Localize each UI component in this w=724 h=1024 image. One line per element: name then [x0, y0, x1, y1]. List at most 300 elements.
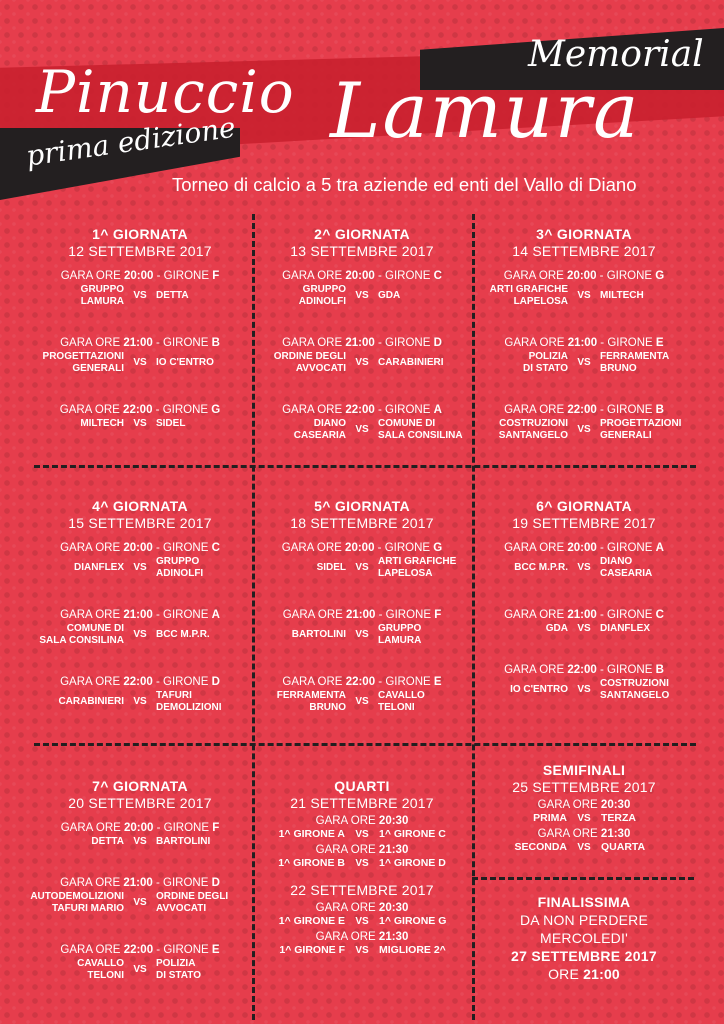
match-time-line: GARA ORE 20:00 - GIRONE C	[282, 270, 442, 282]
away-team-line: POLIZIA	[155, 958, 196, 969]
match-time: 21:00	[345, 337, 375, 349]
round-date: 15 SETTEMBRE 2017	[68, 515, 212, 531]
match-time-line: GARA ORE 20:00 - GIRONE F	[60, 822, 220, 834]
match-teams	[30, 351, 250, 375]
finalissima-title: FINALISSIMA	[537, 894, 631, 910]
match-teams	[252, 418, 472, 442]
away-team	[156, 629, 250, 641]
girone-label: GIRONE	[385, 609, 432, 621]
home-team	[30, 418, 124, 430]
match	[30, 269, 250, 308]
away-team: 1^ GIRONE G	[379, 915, 447, 927]
away-team	[156, 891, 250, 915]
home-team	[474, 351, 568, 375]
divider-horizontal-2	[34, 743, 696, 746]
match	[474, 608, 694, 635]
knockout-match	[252, 814, 472, 841]
knockout-match	[474, 798, 694, 825]
match-time: 20:30	[600, 799, 631, 811]
away-team	[600, 556, 694, 580]
match	[252, 675, 472, 714]
away-team-line: LAPELOSA	[377, 568, 433, 579]
away-team	[156, 836, 250, 848]
home-team-line: BRUNO	[309, 702, 347, 713]
match	[30, 821, 250, 848]
gara-label: GARA ORE	[537, 799, 598, 811]
vs-label: VS	[133, 836, 147, 847]
vs-label: VS	[355, 562, 369, 573]
gara-label: GARA ORE	[282, 676, 343, 688]
divider-horizontal-3	[472, 877, 694, 880]
away-team-line: LAMURA	[377, 635, 422, 646]
match-teams	[252, 284, 472, 308]
home-team	[474, 284, 568, 308]
match-group: C	[211, 542, 220, 554]
gara-label: GARA ORE	[315, 902, 376, 914]
home-team-line: BCC M.P.R.	[514, 562, 569, 573]
round-1	[30, 226, 250, 430]
home-team	[30, 623, 124, 647]
match-group: D	[211, 676, 220, 688]
divider-horizontal-1	[34, 465, 696, 468]
away-team	[378, 556, 472, 580]
match-time-line: GARA ORE 21:00 - GIRONE D	[282, 337, 442, 349]
away-team	[156, 290, 250, 302]
match-time: 21:00	[567, 609, 597, 621]
gara-label: GARA ORE	[60, 270, 121, 282]
match-teams	[252, 828, 472, 841]
away-team-line: GDA	[377, 290, 401, 301]
match-time: 21:00	[346, 609, 376, 621]
away-team-line: DEMOLIZIONI	[155, 702, 222, 713]
match-time: 21:30	[378, 931, 409, 943]
round-title: 1^ GIORNATA	[92, 226, 188, 242]
match	[30, 675, 250, 714]
away-team-line: SIDEL	[155, 418, 186, 429]
match-group: B	[655, 664, 664, 676]
girone-label: GIRONE	[163, 337, 209, 349]
match-group: E	[433, 676, 442, 688]
home-team-line: POLIZIA	[528, 351, 569, 362]
match-time-line	[252, 814, 472, 828]
match	[30, 336, 250, 375]
vs-label: VS	[133, 897, 147, 908]
vs-label: VS	[133, 290, 147, 301]
home-team-line: GENERALI	[72, 363, 125, 374]
match-time: 20:00	[124, 822, 154, 834]
away-team-line: AVVOCATI	[155, 903, 207, 914]
home-team-line: ADINOLFI	[298, 296, 347, 307]
match-time-line: GARA ORE 22:00 - GIRONE A	[282, 404, 442, 416]
home-team-line: CARABINIERI	[58, 696, 125, 707]
match-group: G	[211, 404, 221, 416]
girone-label: GIRONE	[384, 542, 431, 554]
match-time: 21:30	[600, 828, 631, 840]
gara-label: GARA ORE	[60, 609, 121, 621]
match-teams	[252, 915, 472, 928]
match-time-line: GARA ORE 22:00 - GIRONE E	[60, 944, 220, 956]
match-time-line: GARA ORE 20:00 - GIRONE C	[60, 542, 220, 554]
away-team	[378, 623, 472, 647]
round-5	[252, 498, 472, 714]
match-time-line: GARA ORE 21:00 - GIRONE C	[504, 609, 664, 621]
match	[474, 663, 694, 702]
away-team: 1^ GIRONE D	[379, 857, 446, 869]
match	[252, 269, 472, 308]
gara-label: GARA ORE	[60, 877, 121, 889]
round-7	[30, 778, 250, 982]
home-team-line: GDA	[545, 623, 569, 634]
edition-label: prima edizione	[24, 110, 238, 173]
gara-label: GARA ORE	[504, 404, 565, 416]
girone-label: GIRONE	[163, 944, 209, 956]
home-team-line: SALA CONSILINA	[39, 635, 125, 646]
away-team	[378, 357, 472, 369]
home-team	[30, 696, 124, 708]
match-teams	[252, 351, 472, 375]
finalissima-line1: DA NON PERDERE	[519, 912, 649, 928]
match-time: 20:30	[378, 902, 409, 914]
home-team	[30, 351, 124, 375]
round-2	[252, 226, 472, 442]
away-team-line: SANTANGELO	[599, 690, 670, 701]
match	[30, 541, 250, 580]
away-team-line: DETTA	[155, 290, 189, 301]
away-team	[378, 290, 472, 302]
vs-label: VS	[355, 424, 369, 435]
away-team-line: COSTRUZIONI	[599, 678, 669, 689]
away-team	[156, 418, 250, 430]
vs-label: VS	[577, 684, 591, 695]
away-team-line: DI STATO	[155, 970, 201, 981]
home-team-line: SIDEL	[316, 562, 347, 573]
match-group: B	[211, 337, 220, 349]
match-teams	[474, 351, 694, 375]
match-time: 22:00	[345, 404, 375, 416]
match-group: D	[433, 337, 442, 349]
match-teams	[474, 556, 694, 580]
gara-label: GARA ORE	[60, 542, 121, 554]
match-time: 22:00	[567, 664, 597, 676]
home-team: 1^ GIRONE A	[278, 828, 345, 840]
match-time-line: GARA ORE 20:00 - GIRONE F	[60, 270, 220, 282]
round-title: 6^ GIORNATA	[536, 498, 632, 514]
gara-label: GARA ORE	[504, 542, 565, 554]
vs-label: VS	[577, 424, 591, 435]
semifinali-date: 25 SETTEMBRE 2017	[512, 779, 656, 795]
away-team-line: ARTI GRAFICHE	[377, 556, 457, 567]
away-team-line: COMUNE DI	[377, 418, 436, 429]
vs-label: VS	[355, 290, 369, 301]
home-team: SECONDA	[514, 841, 567, 853]
girone-label: GIRONE	[163, 877, 209, 889]
match-teams	[252, 857, 472, 870]
away-team-line: DIANO	[599, 556, 633, 567]
finalissima-time	[474, 965, 694, 983]
vs-label: VS	[577, 842, 591, 853]
match-time: 20:00	[345, 270, 375, 282]
match-time-line: GARA ORE 22:00 - GIRONE B	[504, 664, 664, 676]
semifinali-title: SEMIFINALI	[542, 762, 626, 778]
match-time-line: GARA ORE 20:00 - GIRONE G	[281, 542, 443, 554]
vs-label: VS	[577, 357, 591, 368]
match-time-line	[252, 901, 472, 915]
match-time-line	[474, 827, 694, 841]
match-time: 20:00	[345, 542, 375, 554]
away-team-line: BARTOLINI	[155, 836, 211, 847]
finalissima-section	[474, 894, 694, 983]
match-group: F	[212, 270, 220, 282]
match-teams	[474, 284, 694, 308]
match-time: 21:00	[123, 609, 153, 621]
match-time-line: GARA ORE 22:00 - GIRONE B	[504, 404, 664, 416]
home-team: 1^ GIRONE F	[279, 944, 345, 956]
match-group: F	[434, 609, 442, 621]
away-team: TERZA	[601, 812, 636, 824]
match-time-line: GARA ORE 20:00 - GIRONE A	[504, 542, 664, 554]
home-team-line: DIANFLEX	[74, 562, 125, 573]
away-team-line: DIANFLEX	[599, 623, 650, 634]
match-group: A	[211, 609, 220, 621]
home-team-line: MILTECH	[80, 418, 125, 429]
away-team	[378, 418, 472, 442]
home-team	[252, 562, 346, 574]
match-teams	[252, 944, 472, 957]
round-title: 5^ GIORNATA	[314, 498, 410, 514]
match-time: 21:00	[123, 877, 153, 889]
match-group: F	[212, 822, 220, 834]
match-teams	[30, 690, 250, 714]
home-team-line: TAFURI MARIO	[51, 903, 125, 914]
round-title: 2^ GIORNATA	[314, 226, 410, 242]
home-team	[252, 284, 346, 308]
home-team-line: COSTRUZIONI	[499, 418, 569, 429]
home-team-line: ORDINE DEGLI	[273, 351, 347, 362]
match	[252, 541, 472, 580]
match-time-line: GARA ORE 21:00 - GIRONE F	[282, 609, 442, 621]
match-group: B	[655, 404, 664, 416]
home-team-line: BARTOLINI	[291, 629, 347, 640]
round-date: 12 SETTEMBRE 2017	[68, 243, 212, 259]
away-team-line: ADINOLFI	[155, 568, 204, 579]
match-time: 20:00	[123, 542, 153, 554]
round-title: 4^ GIORNATA	[92, 498, 188, 514]
match-teams	[30, 556, 250, 580]
gara-label: GARA ORE	[503, 270, 564, 282]
gara-label: GARA ORE	[315, 931, 376, 943]
match-time: 20:30	[378, 815, 409, 827]
match-group: E	[211, 944, 220, 956]
round-4	[30, 498, 250, 714]
home-team-line: CASEARIA	[293, 430, 347, 441]
gara-label: GARA ORE	[282, 404, 343, 416]
girone-label: GIRONE	[163, 542, 209, 554]
match-time-line: GARA ORE 21:00 - GIRONE A	[60, 609, 220, 621]
gara-label: GARA ORE	[59, 404, 120, 416]
away-team-line: ORDINE DEGLI	[155, 891, 229, 902]
away-team-line: SALA CONSILINA	[377, 430, 463, 441]
girone-label: GIRONE	[385, 337, 431, 349]
match	[252, 608, 472, 647]
home-team-line: DIANO	[313, 418, 347, 429]
finalissima-time-value: 21:00	[583, 966, 620, 982]
away-team-line: BCC M.P.R.	[155, 629, 210, 640]
away-team: QUARTA	[601, 841, 646, 853]
match	[30, 608, 250, 647]
match	[30, 403, 250, 430]
away-team	[600, 351, 694, 375]
match-time: 20:00	[567, 542, 597, 554]
gara-label: GARA ORE	[60, 944, 121, 956]
home-team	[30, 284, 124, 308]
match-time: 20:00	[124, 270, 154, 282]
away-team	[156, 690, 250, 714]
vs-label: VS	[355, 629, 369, 640]
subtitle: Torneo di calcio a 5 tra aziende ed enti del Vallo di Diano	[172, 174, 637, 195]
home-team-line: CAVALLO	[77, 958, 125, 969]
home-team	[30, 562, 124, 574]
gara-label: GARA ORE	[282, 609, 343, 621]
away-team-line: GRUPPO	[155, 556, 200, 567]
home-team-line: PROGETTAZIONI	[42, 351, 125, 362]
round-title: 7^ GIORNATA	[92, 778, 188, 794]
match-time-line: GARA ORE 21:00 - GIRONE D	[60, 877, 220, 889]
girone-label: GIRONE	[385, 404, 431, 416]
home-team: 1^ GIRONE B	[278, 857, 345, 869]
home-team-line: DETTA	[91, 836, 125, 847]
home-team-line: ARTI GRAFICHE	[489, 284, 569, 295]
match-time-line: GARA ORE 21:00 - GIRONE E	[504, 337, 664, 349]
home-team-line: IO C'ENTRO	[510, 684, 569, 695]
away-team	[600, 678, 694, 702]
match-time-line	[252, 843, 472, 857]
home-team-line: LAMURA	[80, 296, 125, 307]
gara-label: GARA ORE	[537, 828, 598, 840]
quarti-day-2-matches	[252, 901, 472, 957]
match-time: 22:00	[123, 944, 154, 956]
match-teams	[474, 841, 694, 854]
away-team-line: IO C'ENTRO	[155, 357, 214, 368]
title-pinuccio: Pinuccio	[36, 58, 295, 126]
vs-label: VS	[133, 629, 147, 640]
match-teams	[474, 418, 694, 442]
away-team-line: MILTECH	[599, 290, 644, 301]
home-team-line: GRUPPO	[80, 284, 125, 295]
match-time: 22:00	[345, 676, 376, 688]
match-time: 21:30	[378, 844, 409, 856]
match-time: 20:00	[567, 270, 597, 282]
gara-label: GARA ORE	[504, 609, 565, 621]
match-time-line: GARA ORE 22:00 - GIRONE E	[282, 676, 442, 688]
match	[474, 269, 694, 308]
match-time-line: GARA ORE 22:00 - GIRONE G	[59, 404, 221, 416]
semifinali-matches	[474, 798, 694, 854]
finalissima-ore-label: ORE	[548, 966, 580, 982]
match-time: 21:00	[567, 337, 598, 349]
vs-label: VS	[355, 357, 369, 368]
home-team-line: AUTODEMOLIZIONI	[30, 891, 125, 902]
home-team-line: SANTANGELO	[498, 430, 569, 441]
match-teams	[474, 812, 694, 825]
home-team-line: GRUPPO	[302, 284, 347, 295]
home-team	[252, 418, 346, 442]
match	[474, 403, 694, 442]
away-team-line: GENERALI	[599, 430, 652, 441]
vs-label: VS	[577, 813, 591, 824]
home-team-line: COMUNE DI	[66, 623, 125, 634]
match-time-line: GARA ORE 22:00 - GIRONE D	[60, 676, 220, 688]
away-team-line: CAVALLO	[377, 690, 425, 701]
match-time-line	[252, 930, 472, 944]
vs-label: VS	[355, 829, 369, 840]
gara-label: GARA ORE	[504, 337, 565, 349]
match-time: 22:00	[567, 404, 597, 416]
home-team	[474, 684, 568, 696]
round-3	[474, 226, 694, 442]
home-team-line: LAPELOSA	[513, 296, 569, 307]
gara-label: GARA ORE	[282, 337, 343, 349]
home-team	[252, 690, 346, 714]
match-teams	[30, 284, 250, 308]
vs-label: VS	[355, 916, 369, 927]
quarti-section	[252, 778, 472, 957]
match-teams	[474, 678, 694, 702]
vs-label: VS	[577, 290, 591, 301]
match-teams	[30, 623, 250, 647]
home-team-line: AVVOCATI	[295, 363, 347, 374]
round-date: 13 SETTEMBRE 2017	[290, 243, 434, 259]
girone-label: GIRONE	[607, 664, 653, 676]
girone-label: GIRONE	[606, 270, 653, 282]
home-team: 1^ GIRONE E	[278, 915, 345, 927]
away-team	[378, 690, 472, 714]
match-time: 21:00	[123, 337, 153, 349]
away-team	[600, 290, 694, 302]
vs-label: VS	[355, 945, 369, 956]
knockout-match	[252, 901, 472, 928]
girone-label: GIRONE	[163, 822, 210, 834]
match-time: 22:00	[123, 404, 153, 416]
round-title: 3^ GIORNATA	[536, 226, 632, 242]
vs-label: VS	[133, 418, 147, 429]
home-team	[474, 562, 568, 574]
girone-label: GIRONE	[607, 542, 653, 554]
vs-label: VS	[355, 696, 369, 707]
title-memorial: Memorial	[528, 34, 704, 75]
quarti-title: QUARTI	[334, 778, 390, 794]
match-teams	[30, 418, 250, 430]
round-date: 18 SETTEMBRE 2017	[290, 515, 434, 531]
away-team-line: TELONI	[377, 702, 415, 713]
away-team-line: GRUPPO	[377, 623, 422, 634]
knockout-match	[474, 827, 694, 854]
match-teams	[30, 958, 250, 982]
gara-label: GARA ORE	[281, 542, 342, 554]
girone-label: GIRONE	[385, 676, 431, 688]
vs-label: VS	[577, 562, 591, 573]
match-time: 22:00	[123, 676, 153, 688]
knockout-match	[252, 930, 472, 957]
away-team	[156, 958, 250, 982]
gara-label: GARA ORE	[315, 815, 376, 827]
girone-label: GIRONE	[607, 609, 653, 621]
vs-label: VS	[133, 696, 147, 707]
home-team-line: FERRAMENTA	[276, 690, 347, 701]
away-team-line: BRUNO	[599, 363, 637, 374]
away-team-line: FERRAMENTA	[599, 351, 670, 362]
away-team: 1^ GIRONE C	[379, 828, 446, 840]
home-team-line: DI STATO	[523, 363, 569, 374]
